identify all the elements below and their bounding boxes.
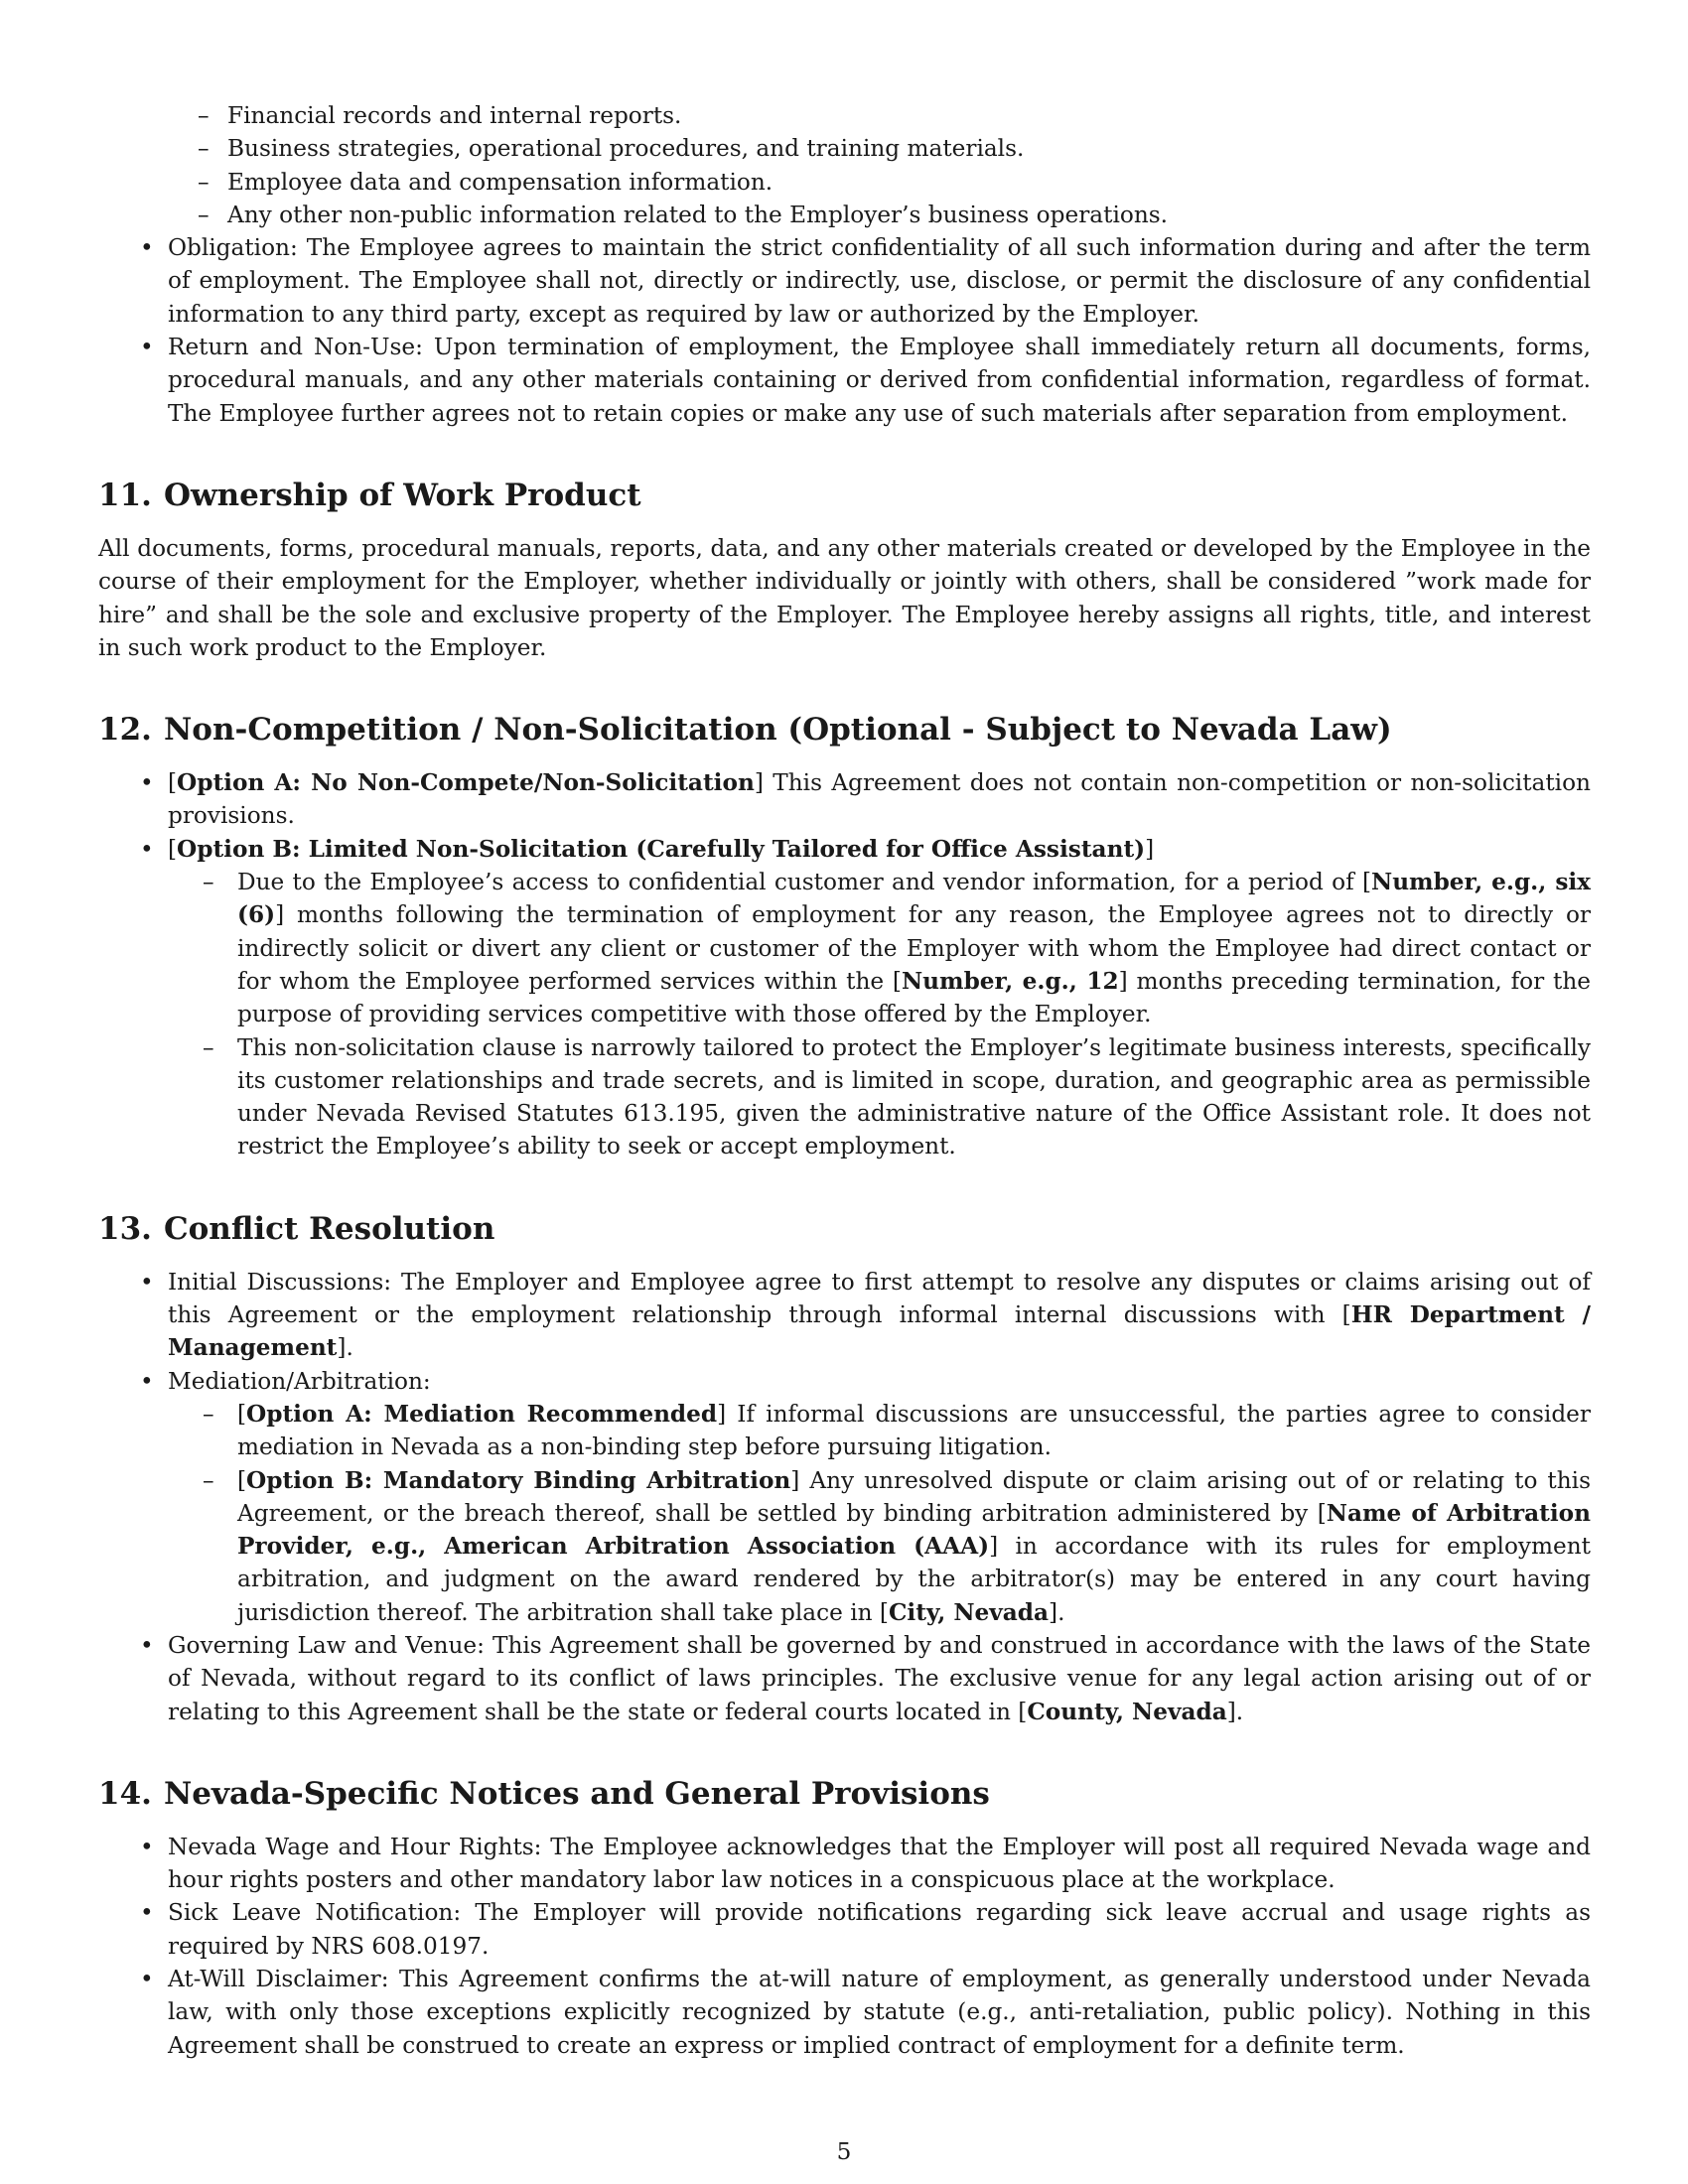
section-number: 11. [98, 477, 152, 513]
initial-discussions-item: • Initial Discussions: The Employer and Employee agree to first attempt to resolve any disputes or claims arising out of this Agreement or the employment relationship through informal internal discussions with [HR Department / Management]. [98, 1266, 1591, 1365]
list-item: – This non-solicitation clause is narrowly tailored to protect the Employer’s legitimate business interests, specifically its customer relationships and trade secrets, and is limited in scope, duration, and geographic area as permissible under Nevada Revised Statutes 613.195, given the administrative nature of the Office Assistant role. It does not restrict the Employee’s ability to seek or accept employment. [168, 1031, 1591, 1163]
section-11-body: All documents, forms, procedural manuals, reports, data, and any other materials created or developed by the Employee in the course of their employment for the Employer, whether individually or jointly with others, shall be considered ”work made for hire” and shall be the sole and exclusive property of the Employer. The Employee hereby assigns all rights, title, and interest in such work product to the Employer. [98, 534, 1591, 661]
section-12-heading [98, 711, 1591, 749]
clause-text: Any unresolved dispute or claim arising out of or relating to this Agreement, or the breach thereof, shall be settled by binding arbitration administered by [237, 1466, 1591, 1527]
return-item: • Return and Non-Use: Upon termination of employment, the Employee shall immediately return all documents, forms, procedural manuals, and any other materials containing or derived from confidential information, regardless of format. The Employee further agrees not to retain copies or make any use of such materials after separation from employment. [98, 331, 1591, 430]
list-item: • Nevada Wage and Hour Rights: The Employee acknowledges that the Employer will post all required Nevada wage and hour rights posters and other mandatory labor law notices in a conspicuous place at the workplace. [98, 1831, 1591, 1897]
section-title: Conflict Resolution [163, 1210, 495, 1247]
document-page [98, 99, 1591, 2062]
section-number: 13. [98, 1210, 152, 1247]
section-13-list [98, 1266, 1591, 1728]
section-13-heading [98, 1210, 1591, 1248]
placeholder-field: City, Nevada [888, 1598, 1050, 1626]
option-label: Option A: Mediation Recommended [246, 1400, 718, 1428]
section-number: 14. [98, 1775, 152, 1812]
section-title: Ownership of Work Product [163, 477, 641, 513]
list-item: – [Option A: Mediation Recommended] If informal discussions are unsuccessful, the parties agree to consider mediation in Nevada as a non-binding step before pursuing litigation. [168, 1398, 1591, 1464]
option-b-label: Option B: Limited Non-Solicitation (Carefully Tailored for Office Assistant) [177, 835, 1146, 863]
section-number: 12. [98, 712, 152, 749]
option-a-item: • [Option A: No Non-Compete/Non-Solicitation] This Agreement does not contain non-competition or non-solicitation provisions. [98, 766, 1591, 833]
list-item: • At-Will Disclaimer: This Agreement confirms the at-will nature of employment, as generally understood under Nevada law, with only those exceptions explicitly recognized by statute (e.g., anti-retaliation, public policy). Nothing in this Agreement shall be construed to create an express or implied contract of employment for a definite term. [98, 1963, 1591, 2062]
mediation-item [98, 1365, 1591, 1629]
page-number: 5 [836, 2138, 852, 2165]
list-item: – Employee data and compensation information. [98, 166, 1591, 199]
clause-text: Governing Law and Venue: This Agreement shall be governed by and construed in accordance with the laws of the State of Nevada, without regard to its conflict of laws principles. The exclusive venue for any legal action arising out of or relating to this Agreement shall be the state or federal courts located in [168, 1631, 1591, 1725]
list-item: – [Option B: Mandatory Binding Arbitration] Any unresolved dispute or claim arising out of or relating to this Agreement, or the breach thereof, shall be settled by binding arbitration administered by [Name of Arbitration Provider, e.g., American Arbitration Association (AAA)] in accordance with its rules for employment arbitration, and judgment on the award rendered by the arbitrator(s) may be entered in any court having jurisdiction thereof. The arbitration shall take place in [City, Nevada]. [168, 1464, 1591, 1629]
section-title: Nevada-Specific Notices and General Provisions [163, 1775, 990, 1812]
obligation-item: • Obligation: The Employee agrees to maintain the strict confidentiality of all such information during and after the term of employment. The Employee shall not, directly or indirectly, use, disclose, or permit the disclosure of any confidential information to any third party, except as required by law or authorized by the Employer. [98, 231, 1591, 331]
list-item: – Financial records and internal reports. [98, 99, 1591, 132]
section-12-list [98, 766, 1591, 1163]
confidential-info-sublist [98, 99, 1591, 231]
option-a-text: This Agreement does not contain non-competition or non-solicitation provisions. [168, 769, 1591, 830]
list-item: – Any other non-public information related to the Employer’s business operations. [98, 199, 1591, 231]
mediation-sublist [168, 1398, 1591, 1629]
clause-text: in accordance with its rules for employment arbitration, and judgment on the award rendered by the arbitrator(s) may be entered in any court having jurisdiction thereof. The arbitration shall take place in [237, 1533, 1591, 1626]
governing-law-item: • Governing Law and Venue: This Agreement shall be governed by and construed in accordance with the laws of the State of Nevada, without regard to its conflict of laws principles. The exclusive venue for any legal action arising out of or relating to this Agreement shall be the state or federal courts located in [County, Nevada]. [98, 1629, 1591, 1728]
section-14-list [98, 1831, 1591, 2062]
option-b-item: • [Option B: Limited Non-Solicitation (Carefully Tailored for Office Assistant)] – Due to the Employee’s access to confidential customer and vendor information, for a period of [Number, e.g., six (6)] months following the termination of employment for any reason, the Employee agrees not to directly or indirectly solicit or divert any client or customer of the Employer with whom the Employee had direct contact or for whom the Employee performed services within the [Number, e.g., 12] months preceding termination, for the purpose of providing services competitive with those offered by the Employer. – This non-solicitation clause is narrowly tailored to protect the Employer’s legitimate business interests, specifically its customer relationships and trade secrets, and is limited in scope, duration, and geographic area as permissible under Nevada Revised Statutes 613.195, given the administrative nature of the Office Assistant role. It does not restrict the Employee’s ability to seek or accept employment. [98, 833, 1591, 1163]
clause-text: If informal discussions are unsuccessful, the parties agree to consider mediation in Nevada as a non-binding step before pursuing litigation. [237, 1400, 1591, 1461]
section-14-heading [98, 1775, 1591, 1813]
section-title: Non-Competition / Non-Solicitation (Optional - Subject to Nevada Law) [163, 712, 1392, 749]
section-11-heading [98, 477, 1591, 514]
list-item: – Business strategies, operational procedures, and training materials. [98, 132, 1591, 165]
placeholder-field: Name of Arbitration Provider, e.g., American Arbitration Association (AAA) [237, 1499, 1591, 1561]
clause-label: Mediation/Arbitration: [168, 1367, 431, 1395]
list-item: – Due to the Employee’s access to confidential customer and vendor information, for a period of [Number, e.g., six (6)] months following the termination of employment for any reason, the Employee agrees not to directly or indirectly solicit or divert any client or customer of the Employer with whom the Employee had direct contact or for whom the Employee performed services within the [Number, e.g., 12] months preceding termination, for the purpose of providing services competitive with those offered by the Employer. [168, 866, 1591, 1030]
option-a-label: Option A: No Non-Compete/Non-Solicitation [177, 769, 755, 797]
clause-text: Due to the Employee’s access to confidential customer and vendor information, for a period of [237, 869, 1354, 896]
option-b-sublist [168, 866, 1591, 1163]
clause-text: Initial Discussions: The Employer and Employee agree to first attempt to resolve any disputes or claims arising out of this Agreement or the employment relationship through informal internal discussions with [168, 1268, 1591, 1329]
placeholder-field: Number, e.g., 12 [901, 967, 1119, 995]
confidentiality-list [98, 231, 1591, 430]
list-item: • Sick Leave Notification: The Employer will provide notifications regarding sick leave accrual and usage rights as required by NRS 608.0197. [98, 1896, 1591, 1963]
clause-text: months following the termination of employment for any reason, the Employee agrees not to directly or indirectly solicit or divert any client or customer of the Employer with whom the Employee had direct contact or for whom the Employee performed services within the [237, 901, 1591, 995]
clause-text: months preceding termination, for the purpose of providing services competitive with those offered by the Employer. [237, 967, 1591, 1028]
placeholder-field: Number, e.g., six (6) [237, 869, 1592, 929]
placeholder-field: HR Department / Management [168, 1301, 1591, 1362]
option-label: Option B: Mandatory Binding Arbitration [246, 1466, 791, 1494]
placeholder-field: County, Nevada [1027, 1698, 1227, 1725]
